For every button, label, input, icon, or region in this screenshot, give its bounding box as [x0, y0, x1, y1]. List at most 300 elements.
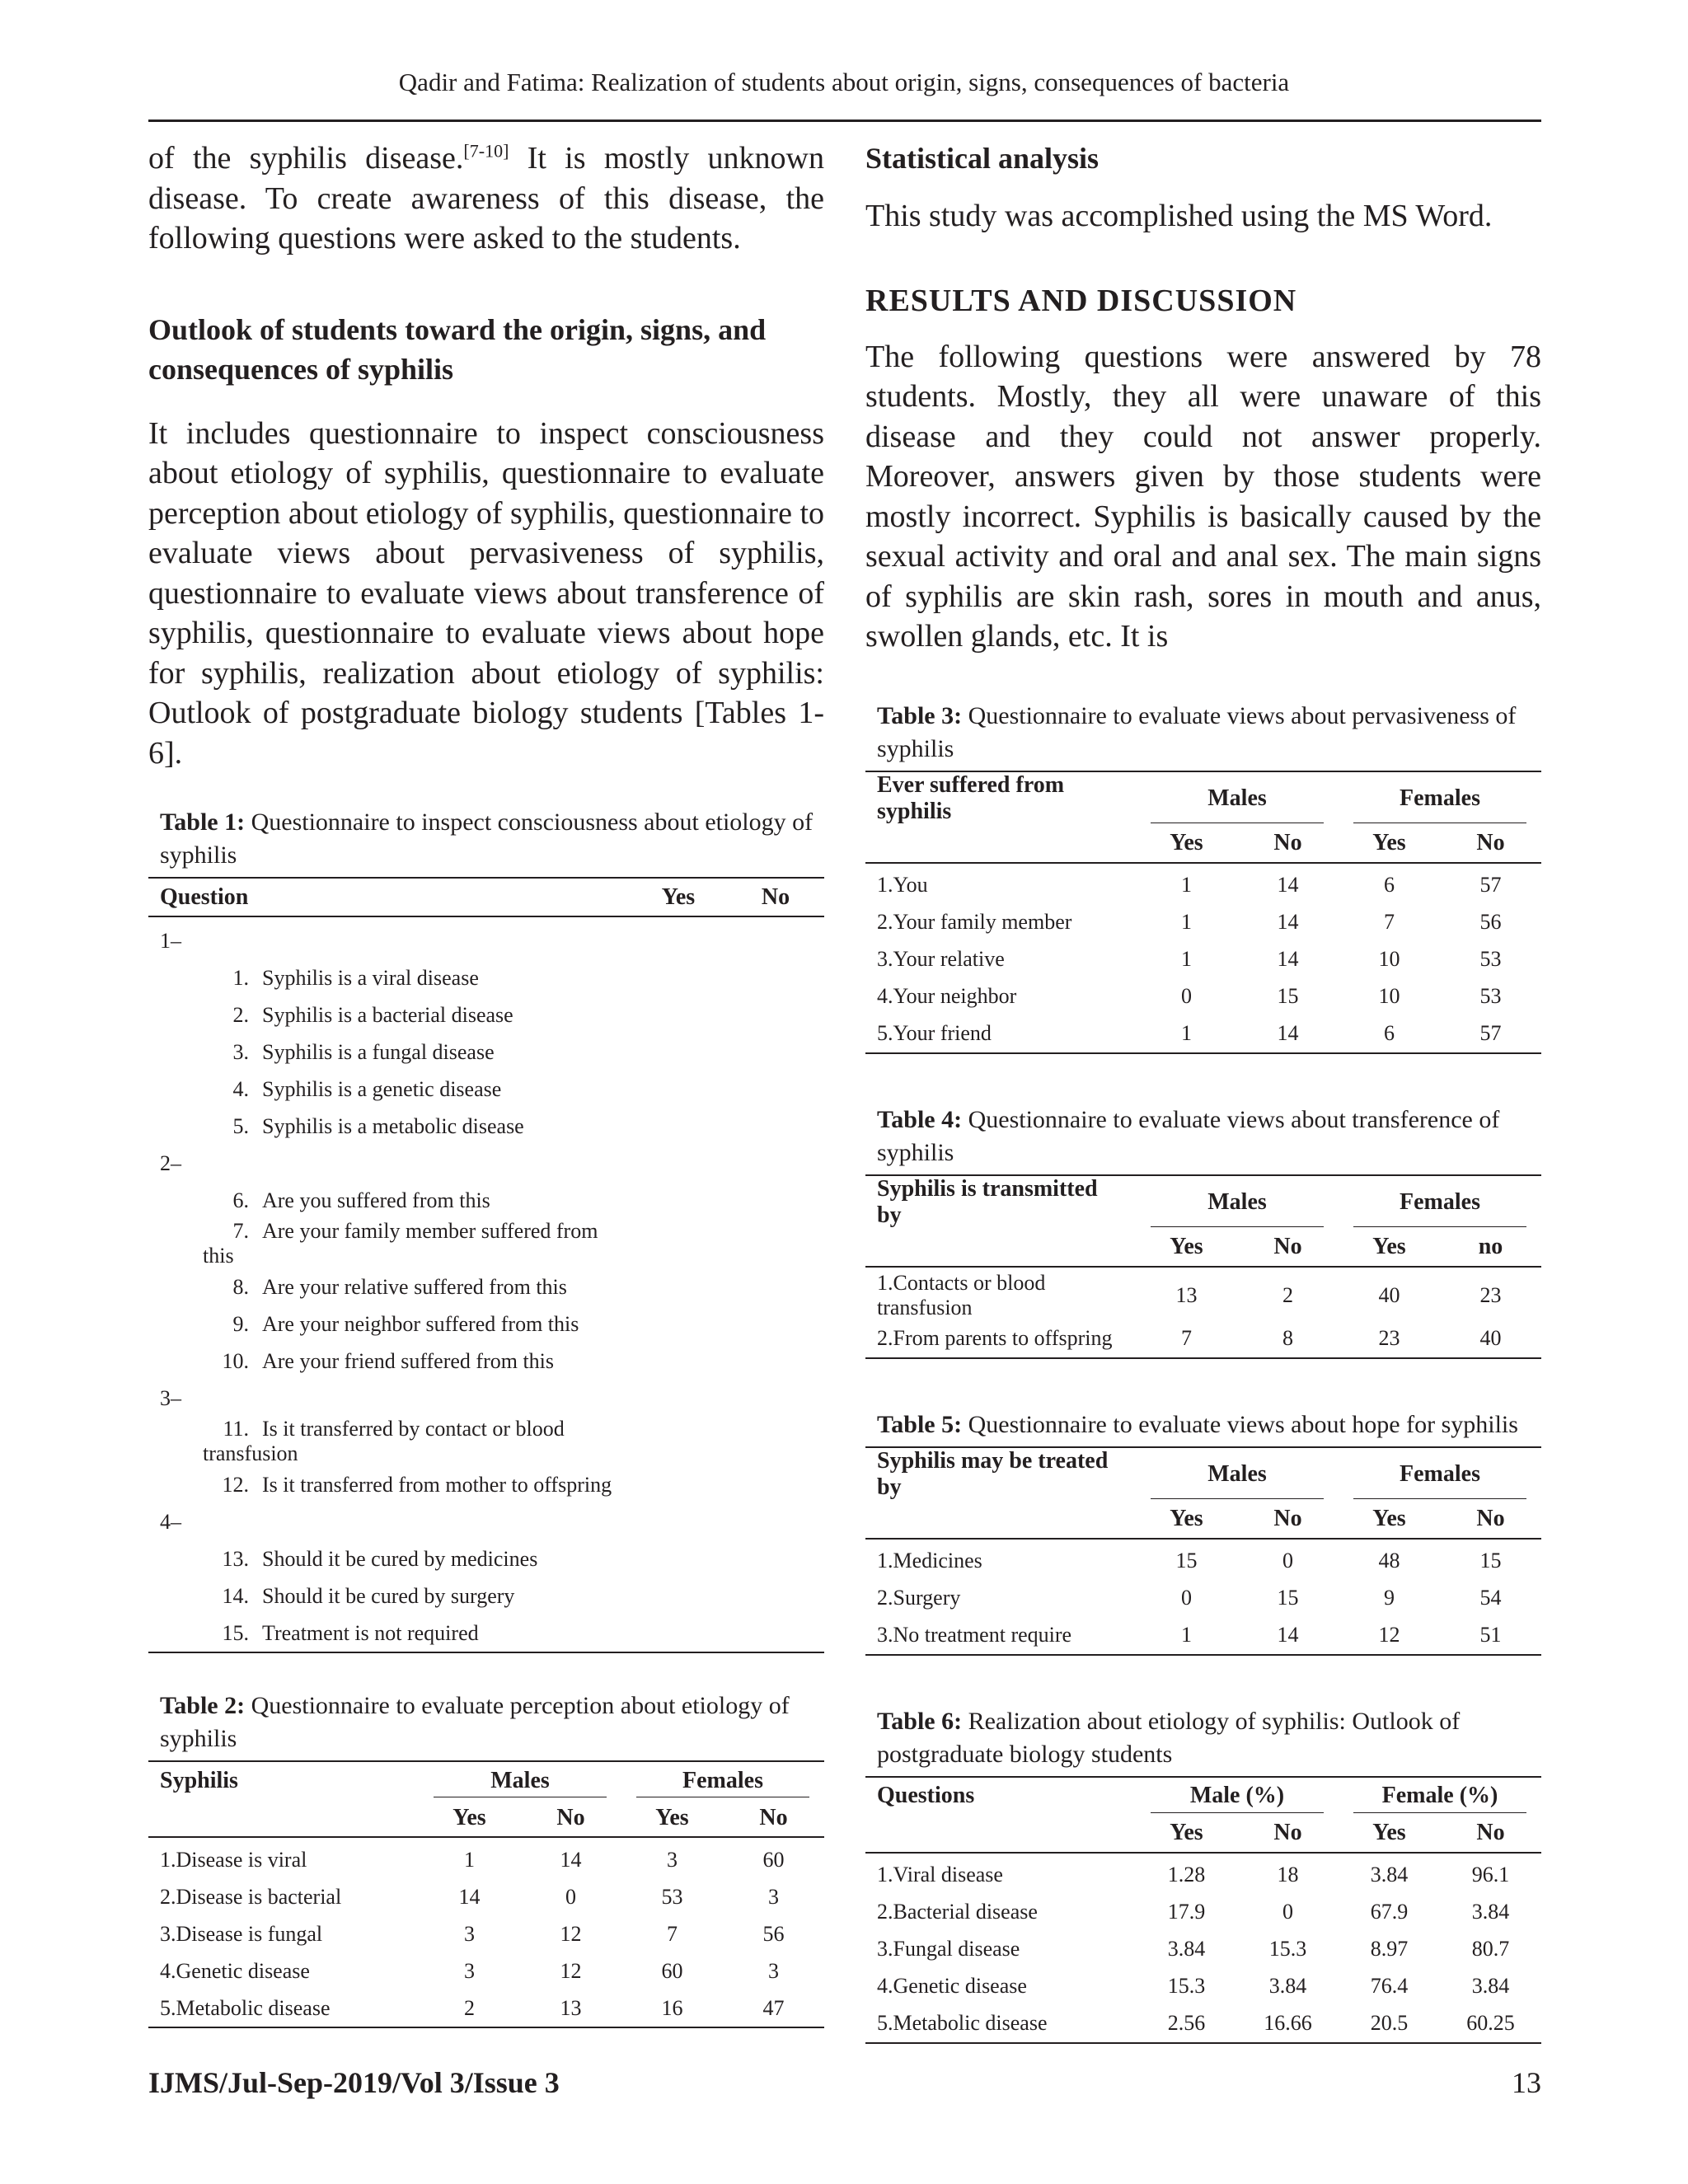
table-4-label: Table 4: [877, 1105, 963, 1133]
table-1-yes-cell [630, 916, 727, 959]
table-4-value-cell: 40 [1479, 1326, 1502, 1350]
table-2-value-cell: 3 [768, 1958, 779, 1983]
table-2-caption [148, 1690, 824, 1755]
section-heading-outlook: Outlook of students toward the origin, signs, and consequences of syphilis [148, 312, 767, 386]
table-2-block [148, 1690, 824, 2028]
table-1-item-text: Treatment is not required [262, 1620, 479, 1645]
table-1-no-cell [727, 1343, 824, 1380]
table-3 [865, 771, 1541, 1054]
table-1-label: Table 1: [160, 808, 246, 836]
table-6-header-males-label: Male (%) [1189, 1783, 1285, 1808]
table-2-row-label: 1.Disease is viral [160, 1847, 307, 1872]
table-6-row-label: 4.Genetic disease [877, 1974, 1027, 1998]
table-1-group-row [148, 1503, 824, 1540]
table-1-question-cell [148, 1615, 630, 1652]
table-4-row [865, 1267, 1541, 1320]
table-4-value-cell: 13 [1175, 1282, 1198, 1307]
table-3-value-cell: 7 [1384, 910, 1395, 934]
table-1-item-text: Are your relative suffered from this [262, 1274, 567, 1299]
table-3-block [865, 700, 1541, 1054]
table-4-row-label: 2.From parents to offspring [877, 1326, 1113, 1350]
table-4-caption [865, 1104, 1541, 1169]
table-6-subheader-cell: No [1273, 1820, 1302, 1845]
table-6-header-females [1339, 1777, 1541, 1815]
table-1-no-cell [727, 959, 824, 996]
table-1-no-cell [727, 1219, 824, 1268]
table-4-subheader-cell: Yes [1372, 1234, 1406, 1259]
table-6-caption [865, 1705, 1541, 1771]
table-1-item-number: 15. [222, 1620, 249, 1645]
table-3-header-males [1136, 771, 1339, 825]
table-5-subheader-cell: No [1273, 1506, 1302, 1531]
table-3-row-label: 5.Your friend [877, 1021, 992, 1045]
table-1-no-cell [727, 1268, 824, 1305]
table-1-item-text: Syphilis is a bacterial disease [262, 1002, 513, 1027]
table-5-header-males-rule [1151, 1498, 1324, 1499]
table-2-value-cell: 3 [667, 1847, 678, 1872]
table-1-item-number: 12. [222, 1472, 249, 1497]
table-3-subheader-row [865, 825, 1541, 863]
table-4-subheader-cell: No [1273, 1234, 1302, 1259]
table-3-value-cell: 53 [1479, 947, 1502, 971]
table-1-no-cell [727, 1033, 824, 1071]
table-1-yes-cell [630, 1108, 727, 1145]
table-5-block [865, 1408, 1541, 1656]
table-1-yes-cell [630, 1182, 727, 1219]
table-4-header-males-label: Males [1207, 1188, 1267, 1215]
table-5-header-males-label: Males [1207, 1460, 1267, 1487]
table-4 [865, 1174, 1541, 1359]
table-2-value-cell: 3 [464, 1921, 475, 1946]
table-4-block [865, 1104, 1541, 1359]
table-5-value-cell: 1 [1181, 1623, 1192, 1647]
table-6-value-cell: 15.3 [1268, 1937, 1307, 1961]
citation: [7-10] [463, 140, 509, 162]
table-4-value-cell: 40 [1378, 1282, 1400, 1307]
table-3-value-cell: 14 [1277, 1021, 1299, 1045]
table-1-no-cell [727, 1108, 824, 1145]
table-2-value-cell: 1 [464, 1847, 475, 1872]
table-6-value-cell: 1.28 [1167, 1863, 1206, 1886]
table-2-row-label: 5.Metabolic disease [160, 1995, 331, 2020]
table-5-value-cell: 15 [1277, 1586, 1299, 1610]
table-2-row-label: 2.Disease is bacterial [160, 1884, 342, 1909]
table-1-question-cell [148, 1343, 630, 1380]
table-6-subheader-blank [865, 1815, 1136, 1853]
table-2-subheader-cell: No [759, 1804, 788, 1830]
table-5-value-cell: 9 [1384, 1586, 1395, 1610]
table-1-block [148, 806, 824, 1653]
table-1-row [148, 996, 824, 1033]
table-1-row [148, 1615, 824, 1652]
table-2-value-cell: 3 [464, 1958, 475, 1983]
table-1-no-cell [727, 1615, 824, 1652]
table-6-row-label: 1.Viral disease [877, 1863, 1003, 1886]
table-3-value-cell: 10 [1378, 984, 1400, 1008]
table-6-value-cell: 3.84 [1370, 1863, 1409, 1886]
table-6-row-label: 3.Fungal disease [877, 1937, 1020, 1961]
table-3-subheader-cell: No [1476, 830, 1505, 855]
table-3-subheader-cell: Yes [1170, 830, 1203, 855]
table-5-header-females-rule [1353, 1498, 1526, 1499]
table-3-value-cell: 6 [1384, 873, 1395, 897]
table-4-row [865, 1320, 1541, 1358]
table-1-group-label: 3– [160, 1385, 181, 1410]
table-5-subheader-blank [865, 1501, 1136, 1539]
table-1-question-cell [148, 1268, 630, 1305]
table-2-value-cell: 53 [661, 1884, 683, 1909]
table-6-value-cell: 16.66 [1264, 2011, 1312, 2035]
table-6-value-cell: 3.84 [1167, 1937, 1206, 1961]
table-6-value-cell: 17.9 [1167, 1900, 1206, 1924]
table-6-header-females-label: Female (%) [1381, 1783, 1498, 1808]
table-3-group-header-row [865, 771, 1541, 825]
intro-text-end: It is mostly unknown disease. To create awareness of this disease, the following questions were asked to the students. [148, 141, 825, 255]
table-1-group-row [148, 1145, 824, 1182]
table-1-yes-cell [630, 1577, 727, 1615]
table-2-subheader-cell: Yes [452, 1804, 486, 1830]
table-1-question-cell [148, 1380, 630, 1417]
table-3-value-cell: 1 [1181, 947, 1192, 971]
table-1-no-cell [727, 1380, 824, 1417]
table-1-question-cell [148, 1466, 630, 1503]
table-1-no-cell [727, 996, 824, 1033]
table-1-item-number: 11. [223, 1417, 249, 1441]
table-4-value-cell: 2 [1282, 1282, 1293, 1307]
table-2-group-header-row [148, 1761, 824, 1799]
table-5-value-cell: 51 [1479, 1623, 1502, 1647]
table-1-yes-cell [630, 1380, 727, 1417]
table-3-title: Questionnaire to evaluate views about pervasiveness of syphilis [877, 701, 1517, 762]
table-1-group-label: 2– [160, 1151, 181, 1175]
table-2-value-cell: 14 [560, 1847, 582, 1872]
table-1-yes-cell [630, 1033, 727, 1071]
table-6-title: Realization about etiology of syphilis: Outlook of postgraduate biology students [877, 1707, 1461, 1768]
table-3-row-label: 2.Your family member [877, 910, 1072, 934]
table-2-header-males [419, 1761, 621, 1799]
table-4-value-cell: 23 [1378, 1326, 1400, 1350]
table-6-header-males [1136, 1777, 1339, 1815]
table-5-label: Table 5: [877, 1410, 963, 1438]
table-1-yes-cell [630, 959, 727, 996]
table-3-value-cell: 56 [1479, 910, 1502, 934]
table-1-question-cell [148, 1145, 630, 1182]
table-3-header-females [1339, 771, 1541, 825]
table-6-block [865, 1705, 1541, 2044]
table-5-row [865, 1617, 1541, 1655]
table-6-subheader-cell: No [1476, 1820, 1505, 1845]
table-4-subheader-blank [865, 1229, 1136, 1267]
table-1-item-text: Should it be cured by surgery [262, 1583, 515, 1608]
table-5-title: Questionnaire to evaluate views about hope for syphilis [962, 1410, 1518, 1438]
table-2-value-cell: 16 [661, 1995, 683, 2020]
table-3-value-cell: 14 [1277, 910, 1299, 934]
section-heading-statistical: Statistical analysis [865, 142, 1100, 175]
table-6-value-cell: 20.5 [1370, 2011, 1409, 2035]
table-2-row-label: 4.Genetic disease [160, 1958, 310, 1983]
table-3-value-cell: 57 [1479, 873, 1502, 897]
table-1-caption [148, 806, 824, 872]
table-1-row [148, 959, 824, 996]
table-1-group-label: 1– [160, 928, 181, 953]
table-2-label: Table 2: [160, 1692, 246, 1719]
table-2-subheader-cell: Yes [655, 1804, 689, 1830]
table-2 [148, 1760, 824, 2028]
table-1-yes-cell [630, 1417, 727, 1466]
table-1-row [148, 1343, 824, 1380]
table-4-header-females-rule [1353, 1226, 1526, 1227]
table-2-subheader-cell: No [556, 1804, 585, 1830]
table-2-value-cell: 47 [762, 1995, 785, 2020]
table-1-item-text: Is it transferred by contact or blood transfusion [203, 1417, 565, 1465]
table-5-row [865, 1539, 1541, 1580]
table-4-title: Questionnaire to evaluate views about transference of syphilis [877, 1105, 1500, 1166]
table-2-row [148, 1878, 824, 1915]
table-1-yes-cell [630, 1268, 727, 1305]
intro-paragraph [148, 138, 824, 259]
table-1-yes-cell [630, 996, 727, 1033]
table-6-row [865, 1853, 1541, 1894]
statistical-paragraph: This study was accomplished using the MS Word. [865, 199, 1493, 233]
table-1-yes-cell [630, 1305, 727, 1343]
table-6-header-males-rule [1151, 1812, 1324, 1813]
table-1-row [148, 1182, 824, 1219]
table-5-value-cell: 14 [1277, 1623, 1299, 1647]
table-3-row-label: 1.You [877, 873, 928, 897]
table-1-item-number: 8. [232, 1274, 249, 1299]
table-6-value-cell: 96.1 [1471, 1863, 1510, 1886]
table-6-value-cell: 8.97 [1370, 1937, 1409, 1961]
table-1-yes-cell [630, 1071, 727, 1108]
table-5-row-label: 2.Surgery [877, 1586, 961, 1610]
table-6-value-cell: 15.3 [1167, 1974, 1206, 1998]
table-2-value-cell: 14 [458, 1884, 481, 1909]
table-3-value-cell: 1 [1181, 910, 1192, 934]
table-5-row [865, 1580, 1541, 1617]
table-5-header-females [1339, 1447, 1541, 1501]
table-3-value-cell: 15 [1277, 984, 1299, 1008]
table-1-no-cell [727, 1182, 824, 1219]
table-2-value-cell: 2 [464, 1995, 475, 2020]
table-5-subheader-row [865, 1501, 1541, 1539]
table-1-question-cell [148, 1305, 630, 1343]
table-1-row [148, 1417, 824, 1466]
table-1-group-row [148, 1380, 824, 1417]
table-5-value-cell: 15 [1479, 1549, 1502, 1572]
table-1-question-cell [148, 1071, 630, 1108]
table-1-yes-cell [630, 1503, 727, 1540]
table-3-caption [865, 700, 1541, 766]
table-6-subheader-cell: Yes [1170, 1820, 1203, 1845]
table-6-value-cell: 3.84 [1268, 1974, 1307, 1998]
table-2-header-first-col: Syphilis [160, 1767, 238, 1793]
table-6-header-females-rule [1353, 1812, 1526, 1813]
page-number: 13 [1512, 2066, 1541, 2099]
table-5-row-label: 3.No treatment require [877, 1623, 1072, 1647]
table-1-yes-cell [630, 1343, 727, 1380]
table-1-item-number: 3. [232, 1039, 249, 1064]
table-1-row [148, 1108, 824, 1145]
table-1-yes-cell [630, 1219, 727, 1268]
table-3-header-first-col: Ever suffered from syphilis [877, 771, 1065, 824]
table-1-no-cell [727, 1071, 824, 1108]
table-1-question-cell [148, 959, 630, 996]
table-3-row [865, 904, 1541, 941]
table-3-row-label: 3.Your relative [877, 947, 1005, 971]
table-1-no-cell [727, 1503, 824, 1540]
table-4-value-cell: 23 [1479, 1282, 1502, 1307]
table-1-question-cell [148, 1503, 630, 1540]
table-5-subheader-cell: No [1476, 1506, 1505, 1531]
table-3-row [865, 1015, 1541, 1053]
table-1-row [148, 1577, 824, 1615]
table-2-header-females [621, 1761, 824, 1799]
table-1-no-cell [727, 1540, 824, 1577]
table-6-value-cell: 60.25 [1466, 2011, 1515, 2035]
table-2-row [148, 1952, 824, 1990]
table-1-row [148, 1219, 824, 1268]
table-4-value-cell: 8 [1282, 1326, 1293, 1350]
table-1-item-text: Is it transferred from mother to offspring [262, 1472, 612, 1497]
table-5-value-cell: 48 [1378, 1549, 1400, 1572]
left-column [148, 138, 824, 2028]
table-5-row-label: 1.Medicines [877, 1549, 982, 1572]
table-5-value-cell: 0 [1181, 1586, 1192, 1610]
table-1-row [148, 1540, 824, 1577]
table-5-value-cell: 12 [1378, 1623, 1400, 1647]
table-6-value-cell: 76.4 [1370, 1974, 1409, 1998]
table-3-value-cell: 14 [1277, 873, 1299, 897]
table-6-row-label: 5.Metabolic disease [877, 2011, 1048, 2035]
table-6-subheader-cell: Yes [1372, 1820, 1406, 1845]
table-4-header-males-rule [1151, 1226, 1324, 1227]
table-1-no-cell [727, 1145, 824, 1182]
table-1-item-text: Syphilis is a metabolic disease [262, 1113, 524, 1138]
table-3-value-cell: 53 [1479, 984, 1502, 1008]
table-6-value-cell: 67.9 [1370, 1900, 1409, 1924]
table-2-value-cell: 12 [560, 1958, 582, 1983]
table-1-item-number: 5. [232, 1113, 249, 1138]
table-2-row [148, 1915, 824, 1952]
table-1-question-cell [148, 1033, 630, 1071]
table-1-item-text: Should it be cured by medicines [262, 1546, 538, 1571]
table-3-row-label: 4.Your neighbor [877, 984, 1017, 1008]
table-1-item-number: 14. [222, 1583, 249, 1608]
table-2-row [148, 1837, 824, 1878]
table-6-value-cell: 3.84 [1471, 1900, 1510, 1924]
header-rule [148, 120, 1541, 122]
table-1-question-cell [148, 1182, 630, 1219]
table-4-row-label: 1.Contacts or blood transfusion [877, 1270, 1046, 1319]
table-1-question-cell [148, 916, 630, 959]
table-6-value-cell: 2.56 [1167, 2011, 1206, 2035]
table-1-header-yes: Yes [661, 883, 696, 910]
table-1-group-label: 4– [160, 1509, 181, 1534]
table-6-row-label: 2.Bacterial disease [877, 1900, 1038, 1924]
table-6-header-first-col: Questions [877, 1783, 975, 1808]
table-2-row-label: 3.Disease is fungal [160, 1921, 323, 1946]
table-1-question-cell [148, 1417, 630, 1466]
table-3-value-cell: 14 [1277, 947, 1299, 971]
table-6-row [865, 1931, 1541, 1968]
table-2-value-cell: 12 [560, 1921, 582, 1946]
table-6-value-cell: 18 [1277, 1863, 1299, 1886]
footer-journal: IJMS/Jul-Sep-2019/Vol 3/Issue 3 [148, 2066, 560, 2099]
table-6 [865, 1776, 1541, 2044]
table-5-header-males [1136, 1447, 1339, 1501]
table-2-subheader-row [148, 1799, 824, 1837]
table-5 [865, 1446, 1541, 1656]
table-1-item-number: 6. [232, 1188, 249, 1212]
table-1-row [148, 1305, 824, 1343]
table-1-header-question: Question [160, 883, 249, 910]
table-3-row [865, 978, 1541, 1015]
table-2-value-cell: 13 [560, 1995, 582, 2020]
table-2-value-cell: 3 [768, 1884, 779, 1909]
table-4-group-header-row [865, 1175, 1541, 1229]
table-1-title: Questionnaire to inspect consciousness about etiology of syphilis [160, 808, 814, 869]
table-3-value-cell: 0 [1181, 984, 1192, 1008]
table-4-header-males [1136, 1175, 1339, 1229]
table-4-value-cell: 7 [1181, 1326, 1192, 1350]
table-3-subheader-cell: No [1273, 830, 1302, 855]
table-5-header-first-col: Syphilis may be treated by [877, 1447, 1109, 1500]
intro-text-start: of the syphilis disease. [148, 141, 464, 176]
table-1-no-cell [727, 1466, 824, 1503]
table-3-row [865, 941, 1541, 978]
results-paragraph: The following questions were answered by 78 students. Mostly, they all were unaware of this disease and they could not answer properly. Moreover, answers given by those students were mostly incorrect. Syphilis is basically caused by the sexual activity and oral and anal sex. The main signs of syphilis are skin rash, sores in mouth and anus, swollen glands, etc. It is [865, 339, 1541, 654]
table-1-header-no: No [761, 883, 790, 910]
table-6-label: Table 6: [877, 1707, 963, 1735]
table-1-group-row [148, 916, 824, 959]
right-column [865, 138, 1541, 2044]
table-2-value-cell: 7 [667, 1921, 678, 1946]
table-1-question-cell [148, 1108, 630, 1145]
table-1-item-text: Syphilis is a genetic disease [262, 1076, 502, 1101]
table-5-value-cell: 15 [1175, 1549, 1198, 1572]
table-1-question-cell [148, 1540, 630, 1577]
table-1-item-text: Are your family member suffered from this [203, 1219, 598, 1268]
table-3-value-cell: 57 [1479, 1021, 1502, 1045]
table-6-row [865, 2005, 1541, 2043]
table-1-no-cell [727, 1577, 824, 1615]
table-6-row [865, 1968, 1541, 2005]
table-3-header-females-label: Females [1400, 785, 1480, 811]
section-heading-results: RESULTS AND DISCUSSION [865, 283, 1297, 318]
table-6-group-header-row [865, 1777, 1541, 1815]
table-2-value-cell: 0 [565, 1884, 576, 1909]
table-3-header-males-label: Males [1207, 785, 1267, 811]
table-5-caption [865, 1408, 1541, 1441]
table-1-row [148, 1466, 824, 1503]
table-4-header-first-col: Syphilis is transmitted by [877, 1175, 1098, 1228]
table-5-header-females-label: Females [1400, 1460, 1480, 1487]
table-4-subheader-cell: no [1478, 1234, 1503, 1259]
table-6-row [865, 1894, 1541, 1931]
table-2-value-cell: 56 [762, 1921, 785, 1946]
table-3-value-cell: 6 [1384, 1021, 1395, 1045]
table-1-item-text: Are you suffered from this [262, 1188, 490, 1212]
table-3-subheader-cell: Yes [1372, 830, 1406, 855]
table-1-row [148, 1071, 824, 1108]
table-1-item-text: Are your neighbor suffered from this [262, 1311, 579, 1336]
table-2-header-females-label: Females [682, 1767, 763, 1793]
table-1-yes-cell [630, 1466, 727, 1503]
table-1 [148, 877, 824, 1653]
table-1-item-text: Syphilis is a viral disease [262, 965, 479, 990]
table-6-value-cell: 0 [1282, 1900, 1293, 1924]
table-5-group-header-row [865, 1447, 1541, 1501]
